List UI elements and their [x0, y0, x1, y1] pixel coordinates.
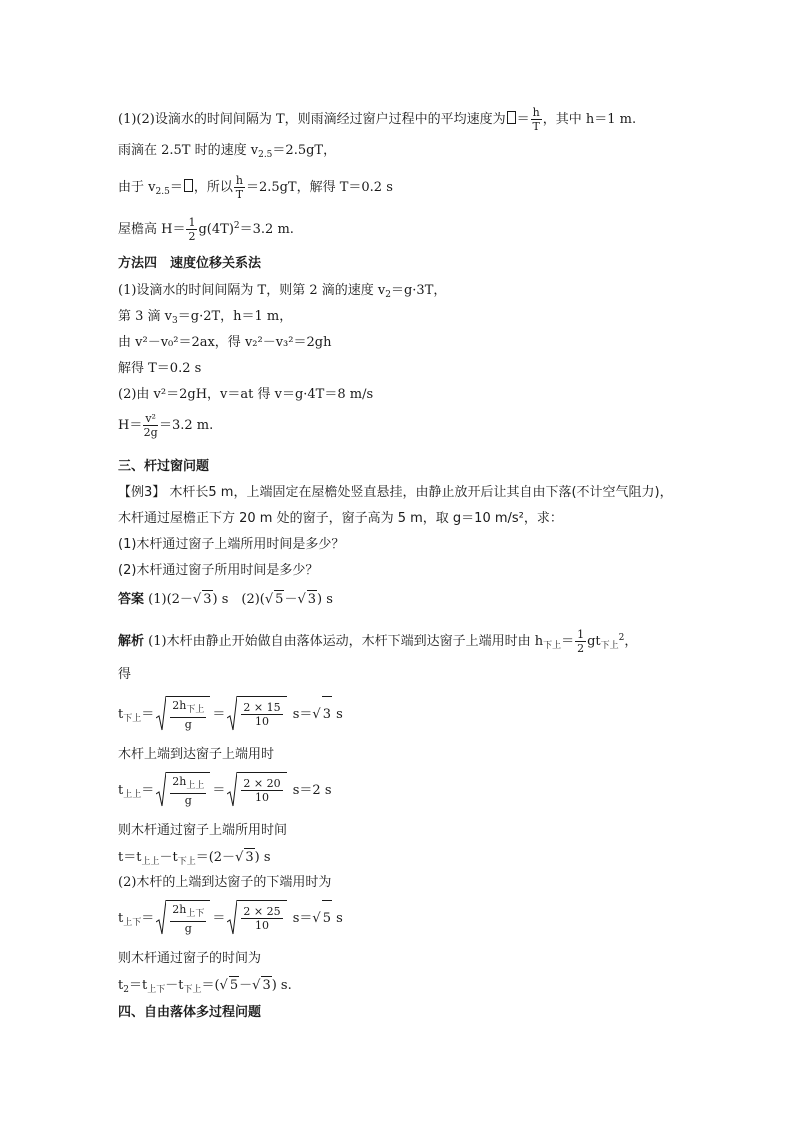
text-segment: gt — [587, 634, 601, 649]
subscript: 上下 — [123, 918, 142, 928]
text-segment: ＝ — [516, 112, 530, 127]
subscript: 2 — [385, 290, 391, 300]
text-line — [118, 412, 213, 439]
denominator: g — [184, 921, 192, 935]
text-segment: s — [336, 707, 343, 722]
fraction — [170, 775, 206, 807]
radical-sign — [156, 772, 166, 808]
text-segment: (1)设滴水的时间间隔为 T，则第 2 滴的速度 v — [118, 283, 386, 298]
fraction-h-over-T — [234, 174, 245, 201]
text-segment: ＝ — [561, 634, 575, 649]
radical-sign — [156, 696, 166, 732]
section-heading: 三、杆过窗问题 — [118, 459, 210, 474]
text-segment: H＝ — [118, 418, 143, 433]
missing-glyph-box — [184, 179, 193, 192]
text-line: 得 — [118, 667, 132, 682]
text-segment: t＝t — [118, 850, 142, 865]
radical-sign — [227, 900, 237, 936]
sqrt-radicand: 3 — [203, 592, 212, 607]
sqrt-expression — [156, 900, 210, 937]
text-segment: (1)(2－ — [148, 592, 193, 607]
section-heading: 四、自由落体多过程问题 — [118, 1005, 262, 1020]
denominator: g — [184, 793, 192, 807]
text-segment: s＝ — [292, 911, 313, 926]
sqrt-expression — [227, 696, 286, 733]
denominator: T — [235, 188, 244, 201]
formula-line: $t_2=t_{上下}-t_{下上}=(√$ 5－√ 3) s. — [118, 978, 292, 995]
text-segment: ) s. — [271, 978, 292, 993]
fraction-h-over-T — [531, 106, 542, 133]
numerator: 2 × 25 — [243, 905, 281, 918]
text-line: 则木杆通过窗子的时间为 — [118, 951, 262, 966]
denominator: 2g — [143, 426, 158, 439]
formula-line: $t_{下上}=$ $\frac{2h_{下上}}{g}$ ＝ $\frac{2 \times 15}{10}$ s＝√ 3 s — [118, 696, 343, 737]
question-1: (1)木杆通过窗子上端所用时间是多少？ — [118, 537, 345, 552]
text-segment: s＝2 s — [292, 783, 332, 798]
fraction-v2-over-2g — [143, 412, 158, 439]
numerator: 1 — [577, 628, 585, 641]
denominator: T — [532, 120, 540, 133]
fraction-one-half — [186, 216, 197, 243]
text-segment: t — [118, 783, 124, 798]
text-line — [118, 308, 292, 330]
text-segment: ，其中 h＝1 m. — [542, 112, 637, 127]
text-segment: 雨滴在 2.5T 时的速度 v — [118, 143, 259, 158]
formula-line: $t_{上下}=$ $\frac{2h_{上下}}{g}$ ＝ $\frac{2 \times 25}{10}$ s＝√ 5 s — [118, 900, 343, 941]
subscript: 2.5 — [258, 150, 273, 160]
formula-line: $t=t_{上上}-t_{下上}=(2-√$ 3) s — [118, 850, 271, 867]
text-line: (2)木杆的上端到达窗子的下端用时为 — [118, 875, 332, 890]
text-segment: s — [336, 911, 343, 926]
subscript: 上上 — [141, 857, 160, 867]
text-segment: ＝2.5gT，解得 T＝0.2 s — [245, 180, 393, 195]
text-line — [118, 216, 294, 243]
text-segment: s＝ — [292, 707, 313, 722]
text-line — [118, 142, 336, 164]
text-segment: ＝3.2 m. — [239, 222, 294, 237]
text-segment: －t — [159, 850, 178, 865]
numerator: v² — [145, 412, 156, 425]
analysis-label: 解析 — [118, 634, 145, 649]
sqrt-expression — [156, 696, 210, 733]
sqrt-radicand: 5 — [229, 978, 239, 993]
text-segment: － — [284, 592, 298, 607]
text-line — [118, 174, 393, 201]
text-segment: ＝ — [169, 180, 183, 195]
text-line: 由 v²－v₀²＝2ax，得 v₂²－v₃²＝2gh — [118, 335, 332, 350]
text-segment: ＝ — [212, 783, 226, 798]
denominator: 10 — [255, 919, 269, 932]
text-segment: 屋檐高 H＝ — [118, 222, 186, 237]
text-segment: ＝g·2T，h＝1 m， — [177, 309, 293, 324]
sqrt-radicand: 3 — [322, 696, 332, 733]
sqrt-expression — [156, 772, 210, 809]
text-segment: ＝ — [141, 783, 155, 798]
formula-line — [118, 772, 332, 813]
radical-sign — [227, 772, 237, 808]
subscript: 下上 — [183, 985, 202, 995]
numerator: 2 × 20 — [243, 777, 281, 790]
fraction — [241, 905, 282, 932]
text-segment: (1)木杆由静止开始做自由落体运动，木杆下端到达窗子上端用时由 h — [148, 634, 544, 649]
sqrt-radicand: 5 — [322, 900, 332, 937]
fraction — [241, 777, 282, 804]
denominator: 2 — [577, 642, 585, 655]
text-line: 则木杆通过窗子上端所用时间 — [118, 823, 288, 838]
radical-sign — [156, 900, 166, 936]
sqrt-radicand: 3 — [262, 978, 271, 993]
sqrt-radicand: 3 — [307, 592, 317, 607]
superscript: 2 — [618, 633, 625, 643]
text-line — [118, 282, 446, 304]
subscript: 2.5 — [155, 187, 170, 197]
subscript: 上上 — [123, 790, 142, 800]
text-segment: ) s (2)( — [212, 592, 265, 607]
text-segment: 2h — [172, 902, 187, 916]
missing-glyph-box — [507, 111, 516, 124]
text-segment: － — [239, 978, 253, 993]
text-segment: ＝ — [141, 707, 155, 722]
numerator — [170, 903, 206, 922]
question-2: (2)木杆通过窗子所用时间是多少？ — [118, 563, 319, 578]
numerator: 1 — [188, 216, 196, 229]
sqrt-radicand: 3 — [245, 850, 254, 865]
text-segment: ＝2.5gT， — [272, 143, 337, 158]
subscript: 下上 — [186, 704, 205, 715]
superscript: 2 — [233, 221, 240, 231]
subscript: 上下 — [147, 985, 166, 995]
text-line — [118, 106, 636, 133]
numerator: h — [532, 106, 540, 119]
text-segment: ， — [624, 634, 638, 649]
text-segment: ＝( — [201, 978, 220, 993]
text-line: (2)由 v²＝2gH，v＝at 得 v＝g·4T＝8 m/s — [118, 387, 374, 402]
sqrt-expression — [227, 772, 286, 809]
text-line: 木杆上端到达窗子上端用时 — [118, 747, 275, 762]
section-heading: 方法四 速度位移关系法 — [118, 256, 262, 271]
sqrt-expression — [227, 900, 286, 937]
text-segment: 由于 v — [118, 180, 156, 195]
sqrt-radicand: 5 — [275, 592, 284, 607]
answer-label: 答案 — [118, 592, 145, 607]
text-segment: (1)(2)设滴水的时间间隔为 T，则雨滴经过窗户过程中的平均速度为 — [118, 112, 506, 127]
text-segment: －t — [165, 978, 184, 993]
subscript: 上下 — [186, 908, 205, 919]
denominator: 10 — [255, 791, 269, 804]
example-text: 【例3】 木杆长5 m，上端固定在屋檐处竖直悬挂，由静止放开后让其自由下落(不计空气阻力)， — [118, 485, 673, 500]
subscript: 2 — [123, 985, 129, 995]
text-segment: ＝ — [212, 707, 226, 722]
text-segment: 第 3 滴 v — [118, 309, 173, 324]
text-segment: t — [118, 978, 124, 993]
text-segment: ，所以 — [193, 180, 233, 195]
subscript: 3 — [172, 316, 178, 326]
subscript: 下上 — [600, 641, 619, 651]
fraction — [241, 701, 282, 728]
text-segment: 2h — [172, 774, 187, 788]
denominator: 2 — [188, 230, 196, 243]
text-segment: ) s — [317, 592, 333, 607]
analysis-line — [118, 628, 637, 655]
text-segment: ＝t — [128, 978, 148, 993]
text-line: 解得 T＝0.2 s — [118, 361, 202, 376]
denominator: 10 — [255, 715, 269, 728]
subscript: 下上 — [123, 714, 142, 724]
subscript: 上上 — [186, 780, 205, 791]
text-segment: ＝(2－ — [195, 850, 236, 865]
numerator: 2 × 15 — [243, 701, 281, 714]
text-segment: t — [118, 707, 124, 722]
text-segment: 2h — [172, 698, 187, 712]
fraction-one-half — [575, 628, 586, 655]
text-segment: ＝ — [141, 911, 155, 926]
numerator: h — [235, 174, 243, 187]
subscript: 下上 — [543, 641, 562, 651]
numerator — [170, 775, 206, 794]
text-segment: g(4T) — [198, 222, 234, 237]
text-segment: ＝ — [212, 911, 226, 926]
text-segment: ) s — [254, 850, 271, 865]
text-segment: ＝g·3T， — [390, 283, 447, 298]
text-segment: ＝3.2 m. — [158, 418, 214, 433]
denominator: g — [184, 717, 192, 731]
numerator — [170, 699, 206, 718]
example-text: 木杆通过屋檐正下方 20 m 处的窗子，窗子高为 5 m，取 g＝10 m/s²，求： — [118, 511, 563, 526]
radical-sign — [227, 696, 237, 732]
text-segment: t — [118, 911, 124, 926]
subscript: 下上 — [177, 857, 196, 867]
fraction — [170, 903, 206, 935]
fraction — [170, 699, 206, 731]
answer-line: 答案 (1)(2－√ 3) s (2)(√ 5－√ 3) s — [118, 592, 333, 607]
